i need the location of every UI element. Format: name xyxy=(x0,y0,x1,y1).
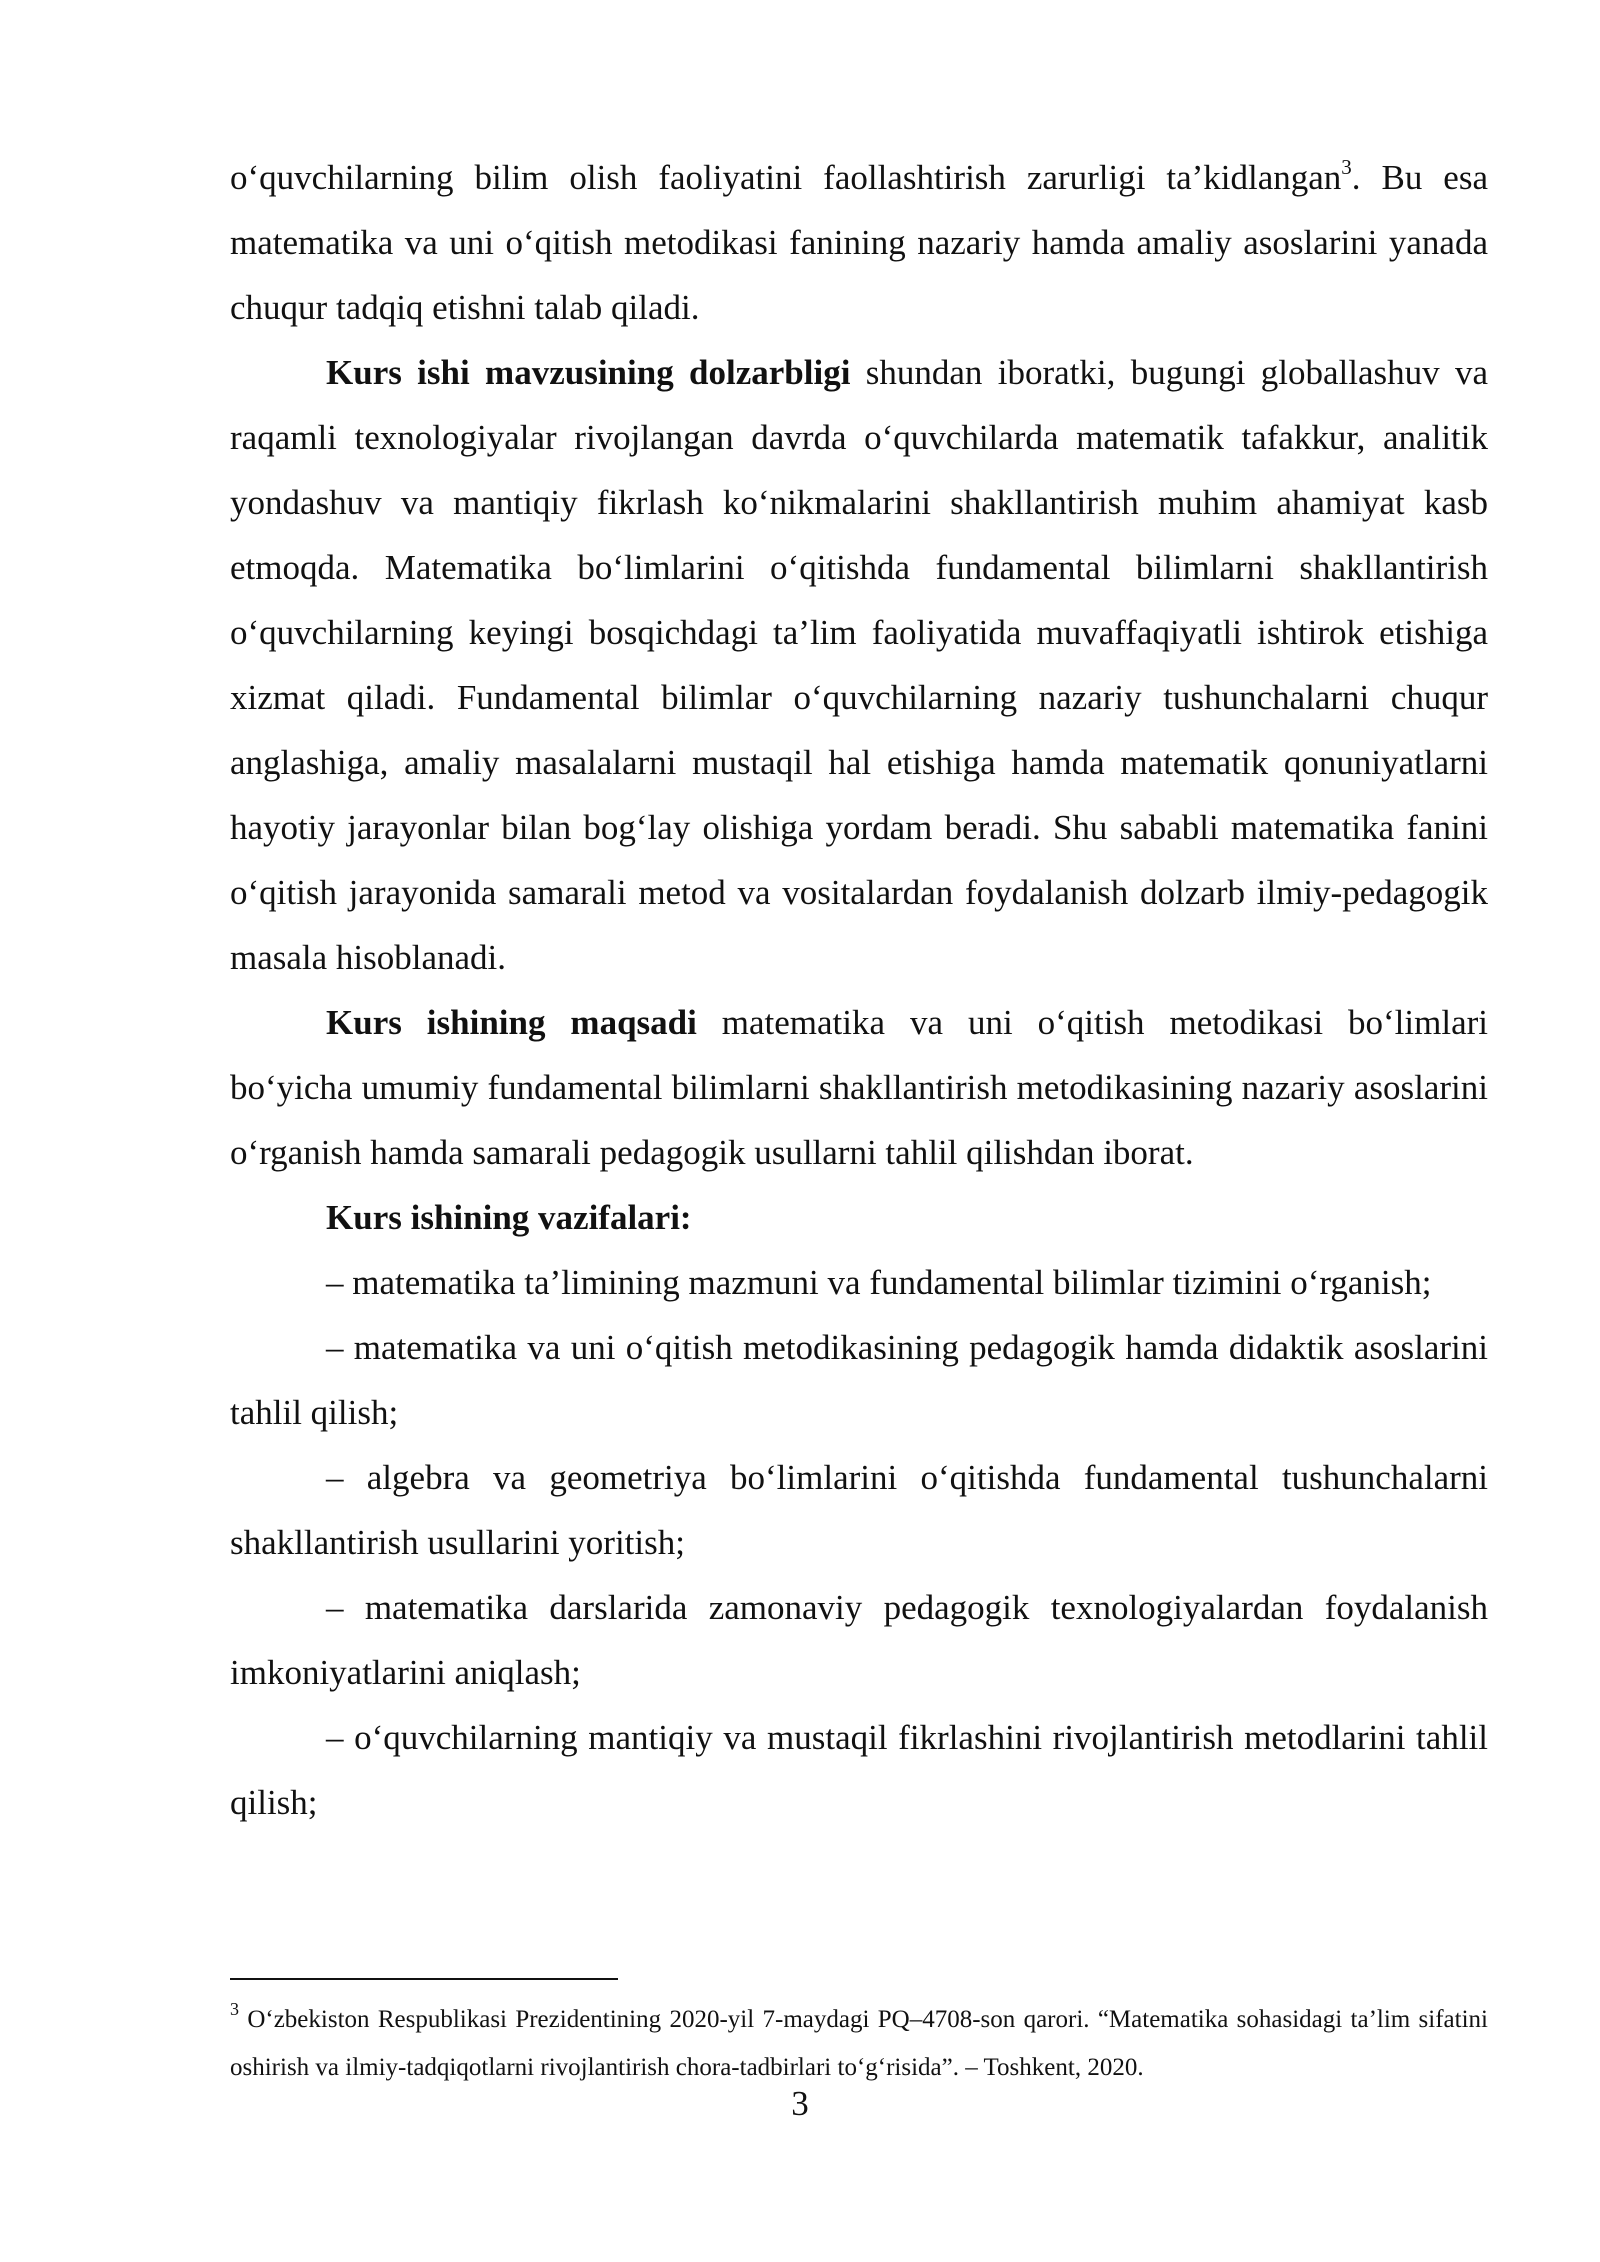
task-item: – matematika darslarida zamonaviy pedagogik texnologiyalardan foydalanish imkoniyatlarini aniqlash; xyxy=(230,1588,1488,1692)
relevance-heading: Kurs ishi mavzusining dolzarbligi xyxy=(326,353,851,392)
goal-heading: Kurs ishining maqsadi xyxy=(326,1003,697,1042)
footnote-marker: 3 xyxy=(230,1999,239,2019)
tasks-heading: Kurs ishining vazifalari: xyxy=(326,1198,692,1237)
task-item: – algebra va geometriya bo‘limlarini o‘qitishda fundamental tushunchalarni shakllantirish usullarini yoritish; xyxy=(230,1458,1488,1562)
intro-text-continued: . Bu esa matematika va uni o‘qitish metodikasi fanining nazariy hamda amaliy asoslarini yanada chuqur tadqiq etishni talab qiladi. xyxy=(230,158,1488,327)
task-item: – o‘quvchilarning mantiqiy va mustaqil fikrlashini rivojlantirish metodlarini tahlil qilish; xyxy=(230,1718,1488,1822)
task-item: – matematika ta’limining mazmuni va fundamental bilimlar tizimini o‘rganish; xyxy=(326,1263,1432,1302)
relevance-text: shundan iboratki, bugungi globallashuv va raqamli texnologiyalar rivojlangan davrda o‘quvchilarda matematik tafakkur, analitik yondashuv va mantiqiy fikrlash ko‘nikmalarini shakllantirish muhim ahamiyat kasb etmoqda. Matematika bo‘limlarini o‘qitishda fundamental bilimlarni shakllantirish o‘quvchilarning keyingi bosqichdagi ta’lim faoliyatida muvaffaqiyatli ishtirok etishiga xizmat qiladi. Fundamental bilimlar o‘quvchilarning nazariy tushunchalarni chuqur anglashiga, amaliy masalalarni mustaqil hal etishiga hamda matematik qonuniyatlarni hayotiy jarayonlar bilan bog‘lay olishiga yordam beradi. Shu sababli matematika fanini o‘qitish jarayonida samarali metod va vositalardan foydalanish dolzarb ilmiy-pedagogik masala hisoblanadi. xyxy=(230,353,1488,977)
intro-text: o‘quvchilarning bilim olish faoliyatini faollashtirish zarurligi ta’kidlangan xyxy=(230,158,1342,197)
relevance-paragraph xyxy=(230,340,1488,990)
tasks-heading-paragraph xyxy=(230,1185,1488,1250)
document-body xyxy=(230,145,1488,1835)
goal-paragraph xyxy=(230,990,1488,1185)
intro-paragraph xyxy=(230,145,1488,340)
task-item: – matematika va uni o‘qitish metodikasining pedagogik hamda didaktik asoslarini tahlil qilish; xyxy=(230,1328,1488,1432)
footnote-reference[interactable]: 3 xyxy=(1341,155,1352,179)
page-number: 3 xyxy=(791,2084,809,2123)
goal-text: matematika va uni o‘qitish metodikasi bo‘limlari bo‘yicha umumiy fundamental bilimlarni shakllantirish metodikasining nazariy asoslarini o‘rganish hamda samarali pedagogik usullarni tahlil qilishdan iborat. xyxy=(230,1003,1488,1172)
footnote-separator xyxy=(230,1978,618,1980)
footnote xyxy=(230,1996,1488,2092)
footnote-text: O‘zbekiston Respublikasi Prezidentining 2020-yil 7-maydagi PQ–4708-son qarori. “Matematika sohasidagi ta’lim sifatini oshirish va ilmiy-tadqiqotlarni rivojlantirish chora-tadbirlari to‘g‘risida”. – Toshkent, 2020. xyxy=(230,2006,1488,2081)
